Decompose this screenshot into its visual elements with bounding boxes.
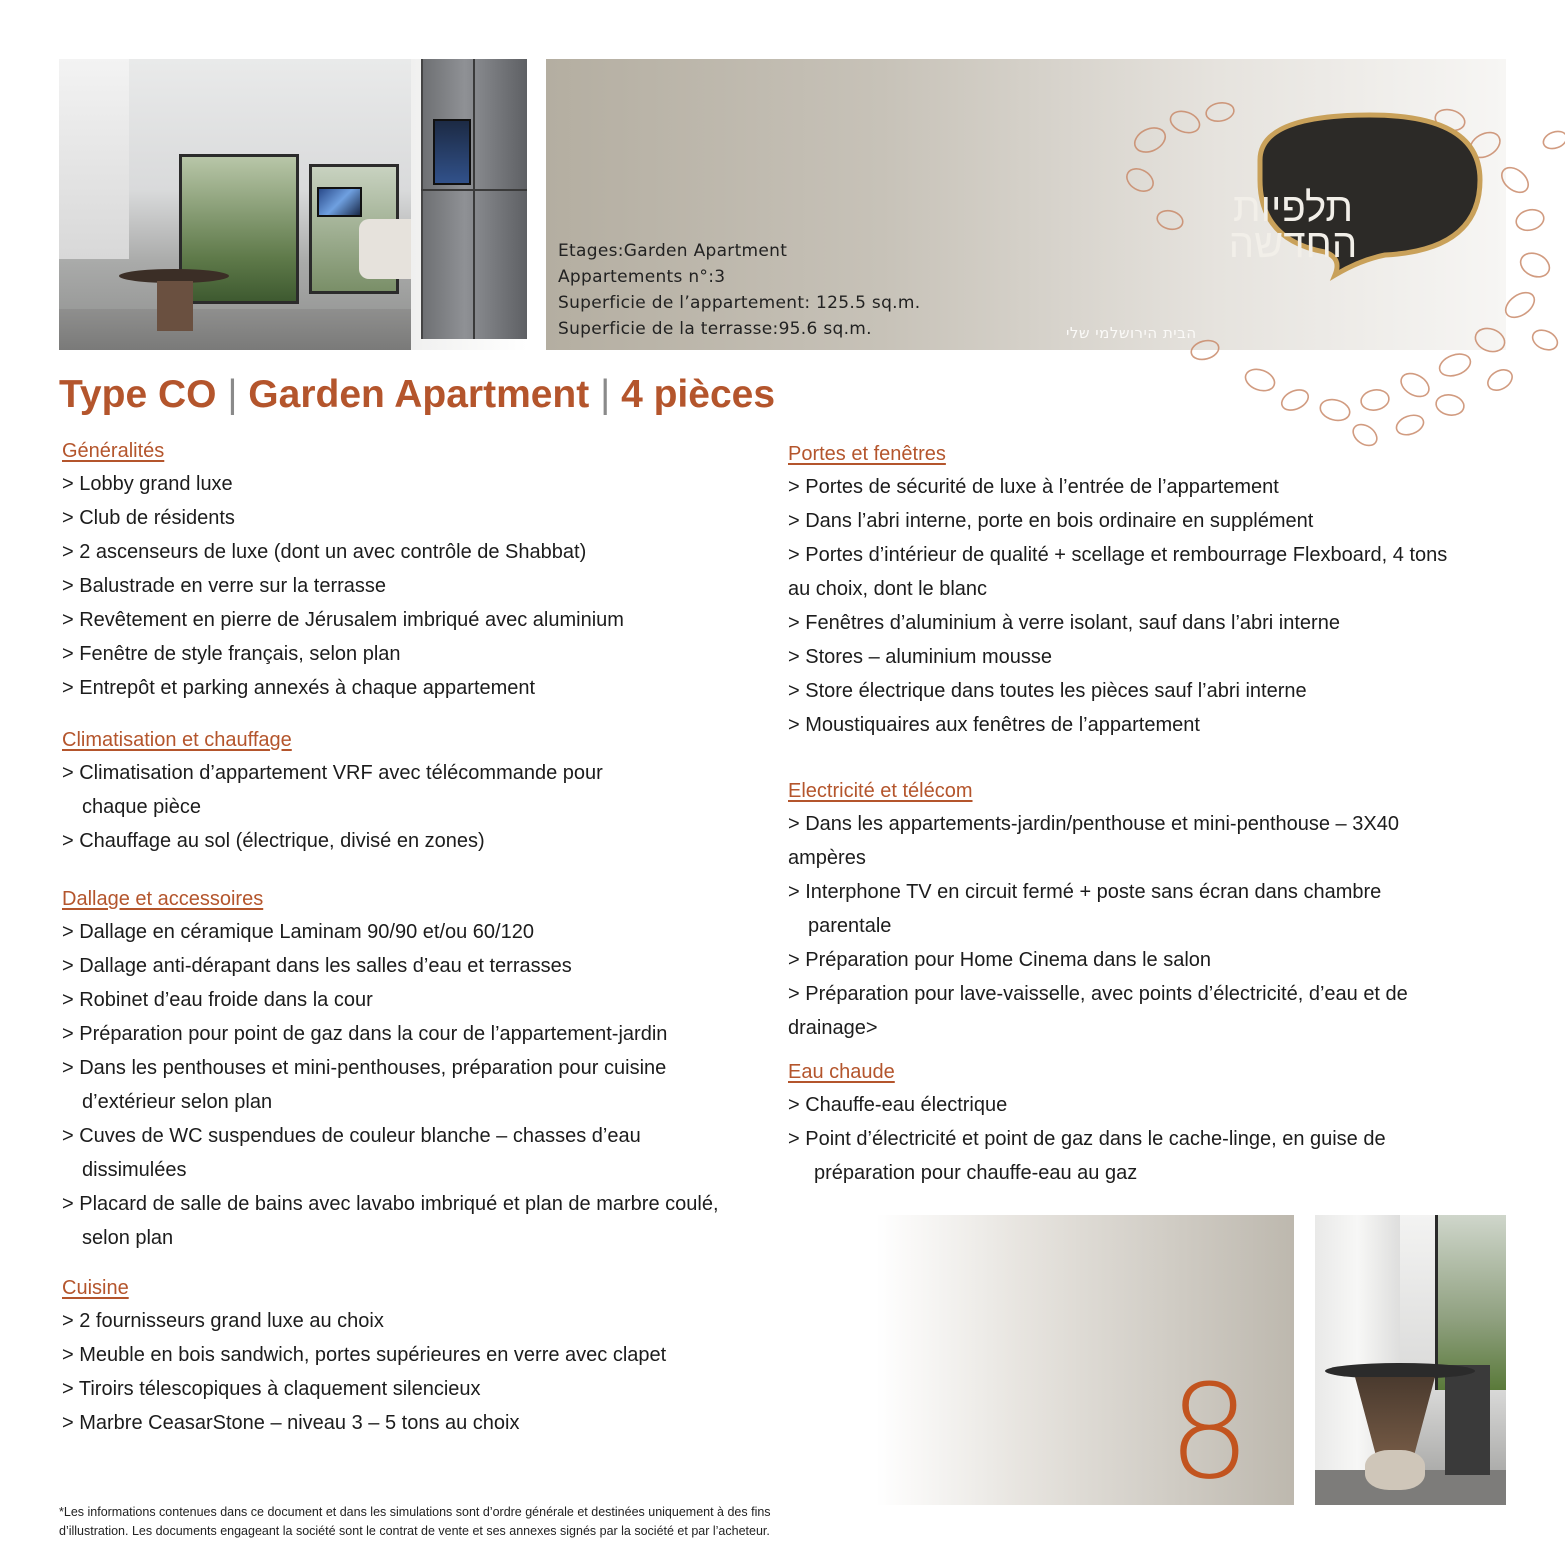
footnote-line-2: d’illustration. Les documents engageant la société sont le contrat de vente et ses annexes signés par la société et par l’acheteur. xyxy=(59,1524,770,1538)
list-item: > Préparation pour Home Cinema dans le salon xyxy=(788,949,1212,971)
kitchen-living-room-photo xyxy=(59,59,527,350)
page-title xyxy=(59,373,775,417)
list-item: > Lobby grand luxe xyxy=(62,473,233,495)
list-item-continuation: ampères xyxy=(788,847,866,869)
list-item: > Store électrique dans toutes les pièces sauf l’abri interne xyxy=(788,680,1307,702)
list-item-text: > Préparation pour lave-vaisselle, avec points d’électricité, d’eau et de xyxy=(788,983,1408,1005)
list-item-text: > Placard de salle de bains avec lavabo imbriqué et plan de marbre coulé, xyxy=(62,1193,719,1215)
disclaimer-footnote xyxy=(59,1503,771,1541)
page-number: 8 xyxy=(1168,1356,1251,1508)
logo-wordmark xyxy=(1178,185,1408,267)
list-item: > Fenêtre de style français, selon plan xyxy=(62,643,401,665)
title-type: Type CO xyxy=(59,373,217,416)
apartment-specs xyxy=(558,238,920,342)
title-separator: | xyxy=(600,373,611,416)
list-item: > Dans l’abri interne, porte en bois ordinaire en supplément xyxy=(788,510,1314,532)
list-item: > Balustrade en verre sur la terrasse xyxy=(62,575,387,597)
list-item: > Robinet d’eau froide dans la cour xyxy=(62,989,373,1011)
section-heading: Portes et fenêtres xyxy=(788,443,946,465)
dining-area-photo xyxy=(1315,1215,1506,1505)
list-item xyxy=(788,538,1447,606)
list-item-continuation: parentale xyxy=(808,915,892,937)
section-heading: Eau chaude xyxy=(788,1061,895,1083)
list-item xyxy=(788,977,1408,1045)
logo-tagline: הבית הירושלמי שלי xyxy=(1066,324,1197,342)
spec-apartments: Appartements n°:3 xyxy=(558,267,726,287)
list-item-text: > Dans les appartements-jardin/penthouse et mini-penthouse – 3X40 xyxy=(788,813,1399,835)
section-electricite xyxy=(788,780,1408,1045)
list-item: > Marbre CeasarStone – niveau 3 – 5 tons au choix xyxy=(62,1412,520,1434)
list-item-text: > Cuves de WC suspendues de couleur blanche – chasses d’eau xyxy=(62,1125,641,1147)
list-item-continuation: d’extérieur selon plan xyxy=(82,1091,273,1113)
section-heading: Dallage et accessoires xyxy=(62,888,264,910)
list-item: > 2 ascenseurs de luxe (dont un avec contrôle de Shabbat) xyxy=(62,541,587,563)
list-item: > Dallage anti-dérapant dans les salles d’eau et terrasses xyxy=(62,955,572,977)
list-item-text: > Dans les penthouses et mini-penthouses, préparation pour cuisine xyxy=(62,1057,667,1079)
section-dallage xyxy=(62,888,719,1255)
list-item-continuation: préparation pour chauffe-eau au gaz xyxy=(814,1162,1138,1184)
list-item xyxy=(788,1122,1386,1190)
section-portes-fenetres xyxy=(788,443,1447,742)
list-item: > Préparation pour point de gaz dans la cour de l’appartement-jardin xyxy=(62,1023,668,1045)
section-heading: Electricité et télécom xyxy=(788,780,973,802)
list-item-text: > Interphone TV en circuit fermé + poste sans écran dans chambre xyxy=(788,881,1382,903)
list-item xyxy=(62,1051,719,1119)
list-item-text: > Climatisation d’appartement VRF avec télécommande pour xyxy=(62,762,603,784)
section-climatisation xyxy=(62,729,603,858)
list-item-continuation: selon plan xyxy=(82,1227,174,1249)
list-item: > Dallage en céramique Laminam 90/90 et/ou 60/120 xyxy=(62,921,534,943)
list-item xyxy=(788,807,1408,875)
spec-floors: Etages:Garden Apartment xyxy=(558,241,788,261)
list-item: > Moustiquaires aux fenêtres de l’appartement xyxy=(788,714,1200,736)
list-item xyxy=(62,756,603,824)
title-rooms: 4 pièces xyxy=(621,373,776,416)
section-generalites xyxy=(62,440,624,705)
list-item: > 2 fournisseurs grand luxe au choix xyxy=(62,1310,384,1332)
spec-apartment-area: Superficie de l’appartement: 125.5 sq.m. xyxy=(558,293,921,313)
list-item-continuation: chaque pièce xyxy=(82,796,201,818)
talpiot-logo-icon xyxy=(1110,100,1565,455)
section-heading: Climatisation et chauffage xyxy=(62,729,292,751)
list-item-text: > Point d’électricité et point de gaz dans le cache-linge, en guise de xyxy=(788,1128,1386,1150)
section-cuisine xyxy=(62,1277,666,1440)
section-heading: Cuisine xyxy=(62,1277,129,1299)
list-item: > Tiroirs télescopiques à claquement silencieux xyxy=(62,1378,481,1400)
list-item: > Meuble en bois sandwich, portes supérieures en verre avec clapet xyxy=(62,1344,667,1366)
list-item-continuation: au choix, dont le blanc xyxy=(788,578,988,600)
footnote-line-1: *Les informations contenues dans ce document et dans les simulations sont d’ordre générale et destinées uniquement à des fins xyxy=(59,1505,771,1519)
list-item: > Entrepôt et parking annexés à chaque appartement xyxy=(62,677,536,699)
section-heading: Généralités xyxy=(62,440,165,462)
list-item: > Fenêtres d’aluminium à verre isolant, sauf dans l’abri interne xyxy=(788,612,1340,634)
list-item: > Revêtement en pierre de Jérusalem imbriqué avec aluminium xyxy=(62,609,624,631)
list-item: > Chauffe-eau électrique xyxy=(788,1094,1008,1116)
list-item-continuation: dissimulées xyxy=(82,1159,187,1181)
list-item-text: > Portes d’intérieur de qualité + scellage et rembourrage Flexboard, 4 tons xyxy=(788,544,1448,566)
list-item xyxy=(62,1187,719,1255)
list-item: > Portes de sécurité de luxe à l’entrée de l’appartement xyxy=(788,476,1279,498)
title-apartment: Garden Apartment xyxy=(248,373,590,416)
list-item: > Stores – aluminium mousse xyxy=(788,646,1053,668)
title-separator: | xyxy=(227,373,238,416)
section-eau-chaude xyxy=(788,1061,1386,1190)
logo-line-2: החדשה xyxy=(1228,221,1358,267)
list-item: > Chauffage au sol (électrique, divisé en zones) xyxy=(62,830,485,852)
logo-line-1: תלפיות xyxy=(1232,185,1354,231)
list-item xyxy=(788,875,1408,943)
spec-terrace-area: Superficie de la terrasse:95.6 sq.m. xyxy=(558,319,872,339)
list-item: > Club de résidents xyxy=(62,507,235,529)
list-item xyxy=(62,1119,719,1187)
list-item-continuation: drainage> xyxy=(788,1017,878,1039)
